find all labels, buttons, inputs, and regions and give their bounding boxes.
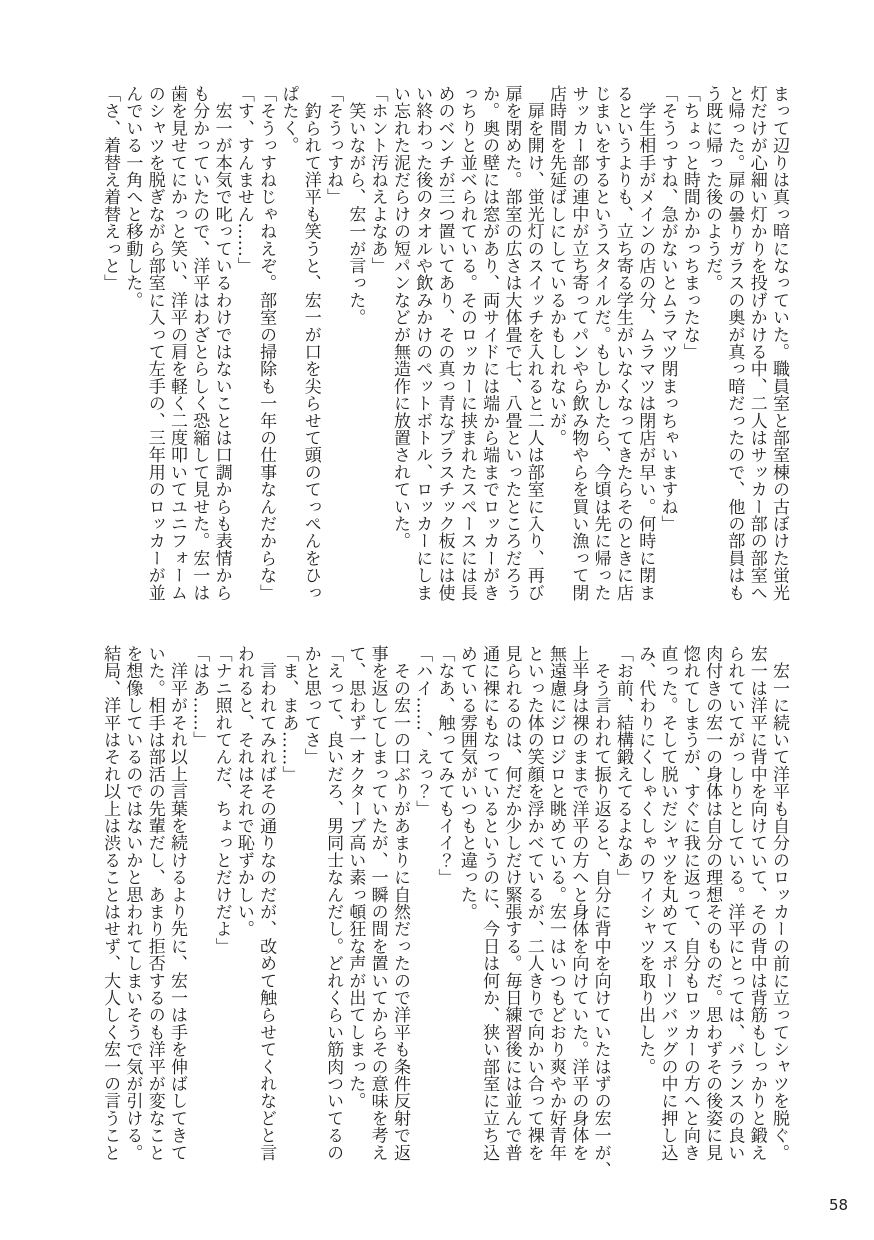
top-text-block bbox=[99, 85, 790, 607]
text-line: 扉を閉めた。部室の広さは大体畳で七、八畳といったところだろう bbox=[501, 85, 522, 601]
text-line: 「す、すんません……」 bbox=[233, 85, 254, 275]
text-line: 「ホント汚ねえよなあ」 bbox=[367, 85, 388, 275]
text-line: 「お前、結構鍛えてるよなあ」 bbox=[612, 645, 633, 886]
text-line: い忘れた泥だらけの短パンなどが無造作に放置されていた。 bbox=[389, 85, 410, 550]
text-line: 学生相手がメインの店の分、ムラマツは閉店が早い。何時に閉ま bbox=[635, 85, 656, 601]
bottom-text-block bbox=[99, 645, 790, 1179]
text-line: 宏一が本気で叱っているわけではないことは口調からも表情から bbox=[211, 85, 232, 601]
text-line: めのベンチが三つ置いてあり、その真っ青なプラスチック板には使 bbox=[434, 85, 455, 601]
text-line: 歯を見せてにかっと笑い、洋平の肩を軽く二度叩いてユニフォーム bbox=[166, 85, 187, 601]
text-line: う既に帰った後のようだ。 bbox=[702, 85, 723, 292]
text-line: その宏一の口ぶりがあまりに自然だったので洋平も条件反射で返 bbox=[389, 645, 410, 1161]
text-line: 「ナニ照れてんだ、ちょっとだけだよ」 bbox=[211, 645, 232, 955]
text-line: も分かっていたので、洋平はわざとらしく恐縮して見せた。宏一は bbox=[189, 85, 210, 601]
text-line: 釣られて洋平も笑うと、宏一が口を尖らせて頭のてっぺんをひっ bbox=[300, 85, 321, 601]
text-line: と帰った。扉の曇りガラスの奥が真っ暗だったので、他の部員はも bbox=[724, 85, 745, 601]
text-line: じまいをするというスタイルだ。もしかしたら、今頃は先に帰った bbox=[590, 85, 611, 601]
text-line: 事を返してしまっていたが、一瞬の間を置いてからその意味を考え bbox=[367, 645, 388, 1161]
text-line: を想像しているのではないかと思われてしまいそうで気が引ける。 bbox=[122, 645, 143, 1161]
text-line: めている雰囲気がいつもと違った。 bbox=[456, 645, 477, 921]
text-line: 「そうっすねじゃねえぞ。部室の掃除も一年の仕事なんだからな」 bbox=[256, 85, 277, 601]
text-line: われると、それはそれで恥ずかしい。 bbox=[233, 645, 254, 938]
text-line: そう言われて振り返ると、自分に背中を向けていたはずの宏一が、 bbox=[590, 645, 611, 1179]
text-line: 「ちょっと時間かかっちまったな」 bbox=[679, 85, 700, 361]
text-line: 見られるのは、何だか少しだけ緊張する。毎日練習後には並んで普 bbox=[501, 645, 522, 1161]
text-line: られていてがっしりとしている。洋平にとっては、バランスの良い bbox=[724, 645, 745, 1161]
text-line: 「えって、良いだろ、男同士なんだし。どれくらい筋肉ついてるの bbox=[323, 645, 344, 1161]
text-line: 「ま、まあ……」 bbox=[278, 645, 299, 783]
text-line: 「ハイ……、えっ？」 bbox=[412, 645, 433, 817]
text-line: 宏一は洋平に背中を向けていて、その背中は背筋もしっかりと鍛え bbox=[746, 645, 767, 1161]
text-line: 直った。そして脱いだシャツを丸めてスポーツバッグの中に押し込 bbox=[657, 645, 678, 1161]
text-line: いた。相手は部活の先輩だし、あまり拒否するのも洋平が変なこと bbox=[144, 645, 165, 1161]
text-line: んでいる一角へと移動した。 bbox=[122, 85, 143, 309]
text-line: ぱたく。 bbox=[278, 85, 299, 154]
text-line: サッカー部の連中が立ち寄ってパンやら飲み物やらを買い漁って閉 bbox=[568, 85, 589, 601]
text-line: るというよりも、立ち寄る学生がいなくなってきたらそのときに店 bbox=[612, 85, 633, 601]
text-line: い終わった後のタオルや飲みかけのペットボトル、ロッカーにしま bbox=[412, 85, 433, 601]
text-line: 結局、洋平はそれ以上は渋ることはせず、大人しく宏一の言うこと bbox=[100, 645, 121, 1161]
text-line: 宏一に続いて洋平も自分のロッカーの前に立ってシャツを脱ぐ。 bbox=[769, 645, 789, 1161]
text-line: 「さ、着替え着替えっと」 bbox=[100, 85, 121, 292]
text-line: かと思ってさ」 bbox=[300, 645, 321, 766]
text-line: み、代わりにくしゃくしゃのワイシャツを取り出した。 bbox=[635, 645, 656, 1075]
text-line: 「そうっすね、急がないとムラマツ閉まっちゃいますね」 bbox=[657, 85, 678, 533]
text-line: 「はあ……」 bbox=[189, 645, 210, 749]
text-line: 灯だけが心細い灯かりを投げかける中、二人はサッカー部の部室へ bbox=[746, 85, 767, 601]
text-line: 上半身は裸のままで洋平の方へと身体を向けていた。洋平の身体を bbox=[568, 645, 589, 1161]
text-line: て、思わず一オクターブ高い素っ頓狂な声が出てしまった。 bbox=[345, 645, 366, 1110]
text-line: 洋平がそれ以上言葉を続けるより先に、宏一は手を伸ばしてきて bbox=[166, 645, 187, 1161]
text-line: 惚れてしまうが、すぐに我に返って、自分もロッカーの方へと向き bbox=[679, 645, 700, 1161]
text-line: 笑いながら、宏一が言った。 bbox=[345, 85, 366, 326]
page-number: 58 bbox=[829, 1196, 849, 1214]
text-line: 言われてみればその通りなのだが、改めて触らせてくれなどと言 bbox=[256, 645, 277, 1161]
text-line: 「そうっすね」 bbox=[323, 85, 344, 206]
text-line: 通に裸にもなっているというのに、今日は何か、狭い部室に立ち込 bbox=[479, 645, 500, 1161]
text-line: 肉付きの宏一の身体は自分の理想そのものだ。思わずその後姿に見 bbox=[702, 645, 723, 1161]
text-line: 扉を開け、蛍光灯のスイッチを入れると二人は部室に入り、再び bbox=[523, 85, 544, 601]
text-line: まって辺りは真っ暗になっていた。職員室と部室棟の古ぼけた蛍光 bbox=[769, 85, 789, 601]
text-line: といった体の笑顔を浮かべているが、二人きりで向かい合って裸を bbox=[523, 645, 544, 1161]
text-line: か。奥の壁には窓があり、両サイドには端から端までロッカーがき bbox=[479, 85, 500, 601]
text-line: っちりと並べられている。そのロッカーに挟まれたスペースには長 bbox=[456, 85, 477, 601]
text-line: 無遠慮にジロジロと眺めている。宏一はいつもどおり爽やか好青年 bbox=[546, 645, 567, 1161]
text-line: のシャツを脱ぎながら部室に入って左手の、三年用のロッカーが並 bbox=[144, 85, 165, 601]
text-line: 「なあ、触ってみてもイイ？」 bbox=[434, 645, 455, 886]
text-line: 店時間を先延ばしにしているかもしれないが。 bbox=[546, 85, 567, 447]
